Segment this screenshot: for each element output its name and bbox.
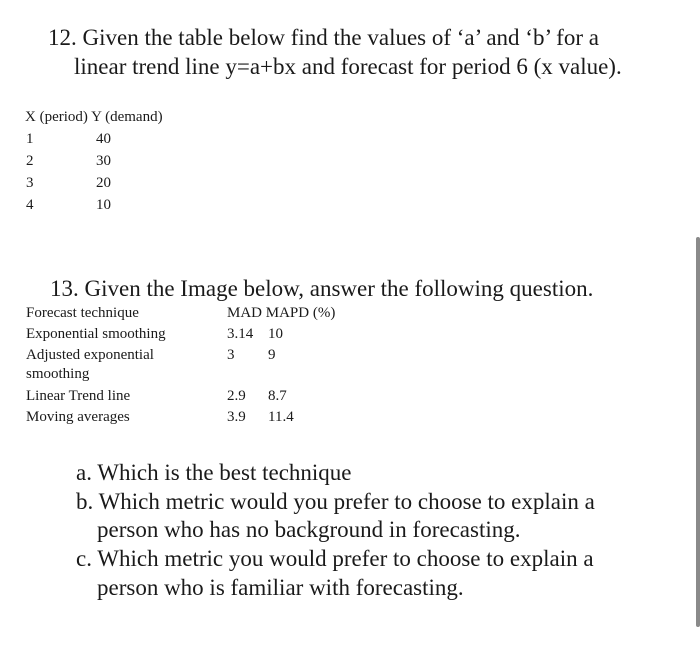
question-13-item-c-line-1: c. Which metric you would prefer to choose to explain a bbox=[76, 546, 594, 571]
q13-mapd: 9 bbox=[268, 347, 276, 363]
q12-x-value: 1 bbox=[26, 131, 34, 147]
question-13-item-b-line-1: b. Which metric would you prefer to choose to explain a bbox=[76, 489, 595, 514]
q13-mad: 2.9 bbox=[227, 388, 246, 404]
q12-y-value: 10 bbox=[96, 197, 111, 213]
vertical-scrollbar[interactable] bbox=[696, 237, 700, 627]
question-13-item-c-line-2: person who is familiar with forecasting. bbox=[97, 575, 464, 600]
q13-mad: 3.14 bbox=[227, 326, 254, 342]
q12-x-value: 2 bbox=[26, 153, 34, 169]
question-12-line-2: linear trend line y=a+bx and forecast for period 6 (x value). bbox=[74, 54, 622, 79]
q12-y-value: 40 bbox=[96, 131, 111, 147]
question-12-line-1: 12. Given the table below find the values of ‘a’ and ‘b’ for a bbox=[48, 25, 599, 50]
q13-header-metrics: MAD MAPD (%) bbox=[227, 305, 336, 321]
q12-y-value: 20 bbox=[96, 175, 111, 191]
q13-mad: 3 bbox=[227, 347, 235, 363]
q13-mad: 3.9 bbox=[227, 409, 246, 425]
q12-table-header: X (period) Y (demand) bbox=[25, 109, 163, 125]
q13-technique: Exponential smoothing bbox=[26, 326, 166, 342]
q12-y-value: 30 bbox=[96, 153, 111, 169]
q13-technique: Linear Trend line bbox=[26, 388, 131, 404]
q13-technique-cont: smoothing bbox=[26, 366, 90, 382]
q13-header-technique: Forecast technique bbox=[26, 305, 139, 321]
q13-technique: Adjusted exponential bbox=[26, 347, 154, 363]
q12-x-value: 4 bbox=[26, 197, 34, 213]
q13-mapd: 10 bbox=[268, 326, 283, 342]
question-13-item-a: a. Which is the best technique bbox=[76, 460, 352, 485]
question-13-item-b-line-2: person who has no background in forecasting. bbox=[97, 517, 521, 542]
question-13-title: 13. Given the Image below, answer the following question. bbox=[50, 276, 594, 301]
q13-mapd: 11.4 bbox=[268, 409, 294, 425]
q12-x-value: 3 bbox=[26, 175, 34, 191]
q13-technique: Moving averages bbox=[26, 409, 130, 425]
q13-mapd: 8.7 bbox=[268, 388, 287, 404]
